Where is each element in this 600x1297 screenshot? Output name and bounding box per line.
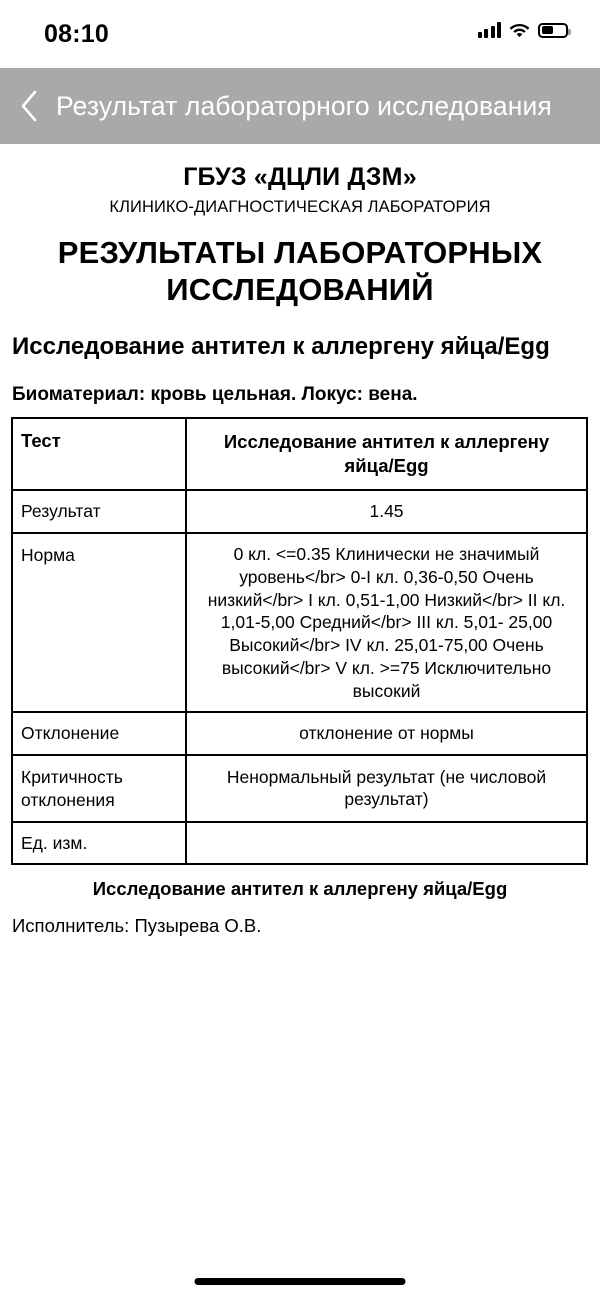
document-body: [0, 163, 600, 937]
table-cell-value: отклонение от нормы: [186, 712, 587, 755]
table-cell-label: Тест: [12, 418, 186, 490]
navigation-bar: [0, 68, 600, 144]
battery-icon: [538, 23, 568, 38]
test-title: Исследование антител к аллергену яйца/Egg: [12, 333, 550, 361]
organization-subtitle: КЛИНИКО-ДИАГНОСТИЧЕСКАЯ ЛАБОРАТОРИЯ: [109, 198, 491, 216]
table-row: [12, 533, 587, 712]
navigation-title: Результат лабораторного исследования: [56, 90, 552, 121]
cellular-signal-icon: [478, 22, 502, 38]
table-cell-label: Ед. изм.: [12, 822, 186, 865]
status-bar: [0, 0, 600, 68]
table-row: [12, 712, 587, 755]
table-row: [12, 490, 587, 533]
table-cell-label: Отклонение: [12, 712, 186, 755]
organization-name: ГБУЗ «ДЦЛИ ДЗМ»: [183, 163, 417, 191]
table-cell-value: 0 кл. <=0.35 Клинически не значимый уровень</br> 0-I кл. 0,36-0,50 Очень низкий</br> I кл. 0,51-1,00 Низкий</br> II кл. 1,01-5,00 Средний</br> III кл. 5,01- 25,00 Высокий</br> IV кл. 25,01-75,00 Очень высокий</br> V кл. >=75 Исключительно высокий: [186, 533, 587, 712]
performer-line: Исполнитель: Пузырева О.В.: [12, 915, 262, 937]
table-cell-value: Исследование антител к аллергену яйца/Egg: [186, 418, 587, 490]
status-bar-indicators: [478, 22, 569, 38]
home-indicator[interactable]: [195, 1278, 406, 1285]
results-table: [11, 417, 588, 865]
table-cell-value: [186, 822, 587, 865]
biomaterial-line: Биоматериал: кровь цельная. Локус: вена.: [12, 384, 418, 406]
table-cell-value: Ненормальный результат (не числовой результат): [186, 755, 587, 822]
table-cell-label: Норма: [12, 533, 186, 712]
table-cell-label: Результат: [12, 490, 186, 533]
table-row: [12, 822, 587, 865]
table-row: [12, 755, 587, 822]
footer-test-name: Исследование антител к аллергену яйца/Egg: [92, 878, 508, 900]
table-cell-value: 1.45: [186, 490, 587, 533]
document-title: РЕЗУЛЬТАТЫ ЛАБОРАТОРНЫХ ИССЛЕДОВАНИЙ: [57, 235, 543, 307]
table-row: [12, 418, 587, 490]
battery-fill: [542, 26, 554, 34]
back-chevron-icon[interactable]: [18, 89, 56, 123]
table-cell-label: Критичность отклонения: [12, 755, 186, 822]
status-bar-time: 08:10: [44, 20, 109, 48]
wifi-icon: [509, 22, 530, 38]
